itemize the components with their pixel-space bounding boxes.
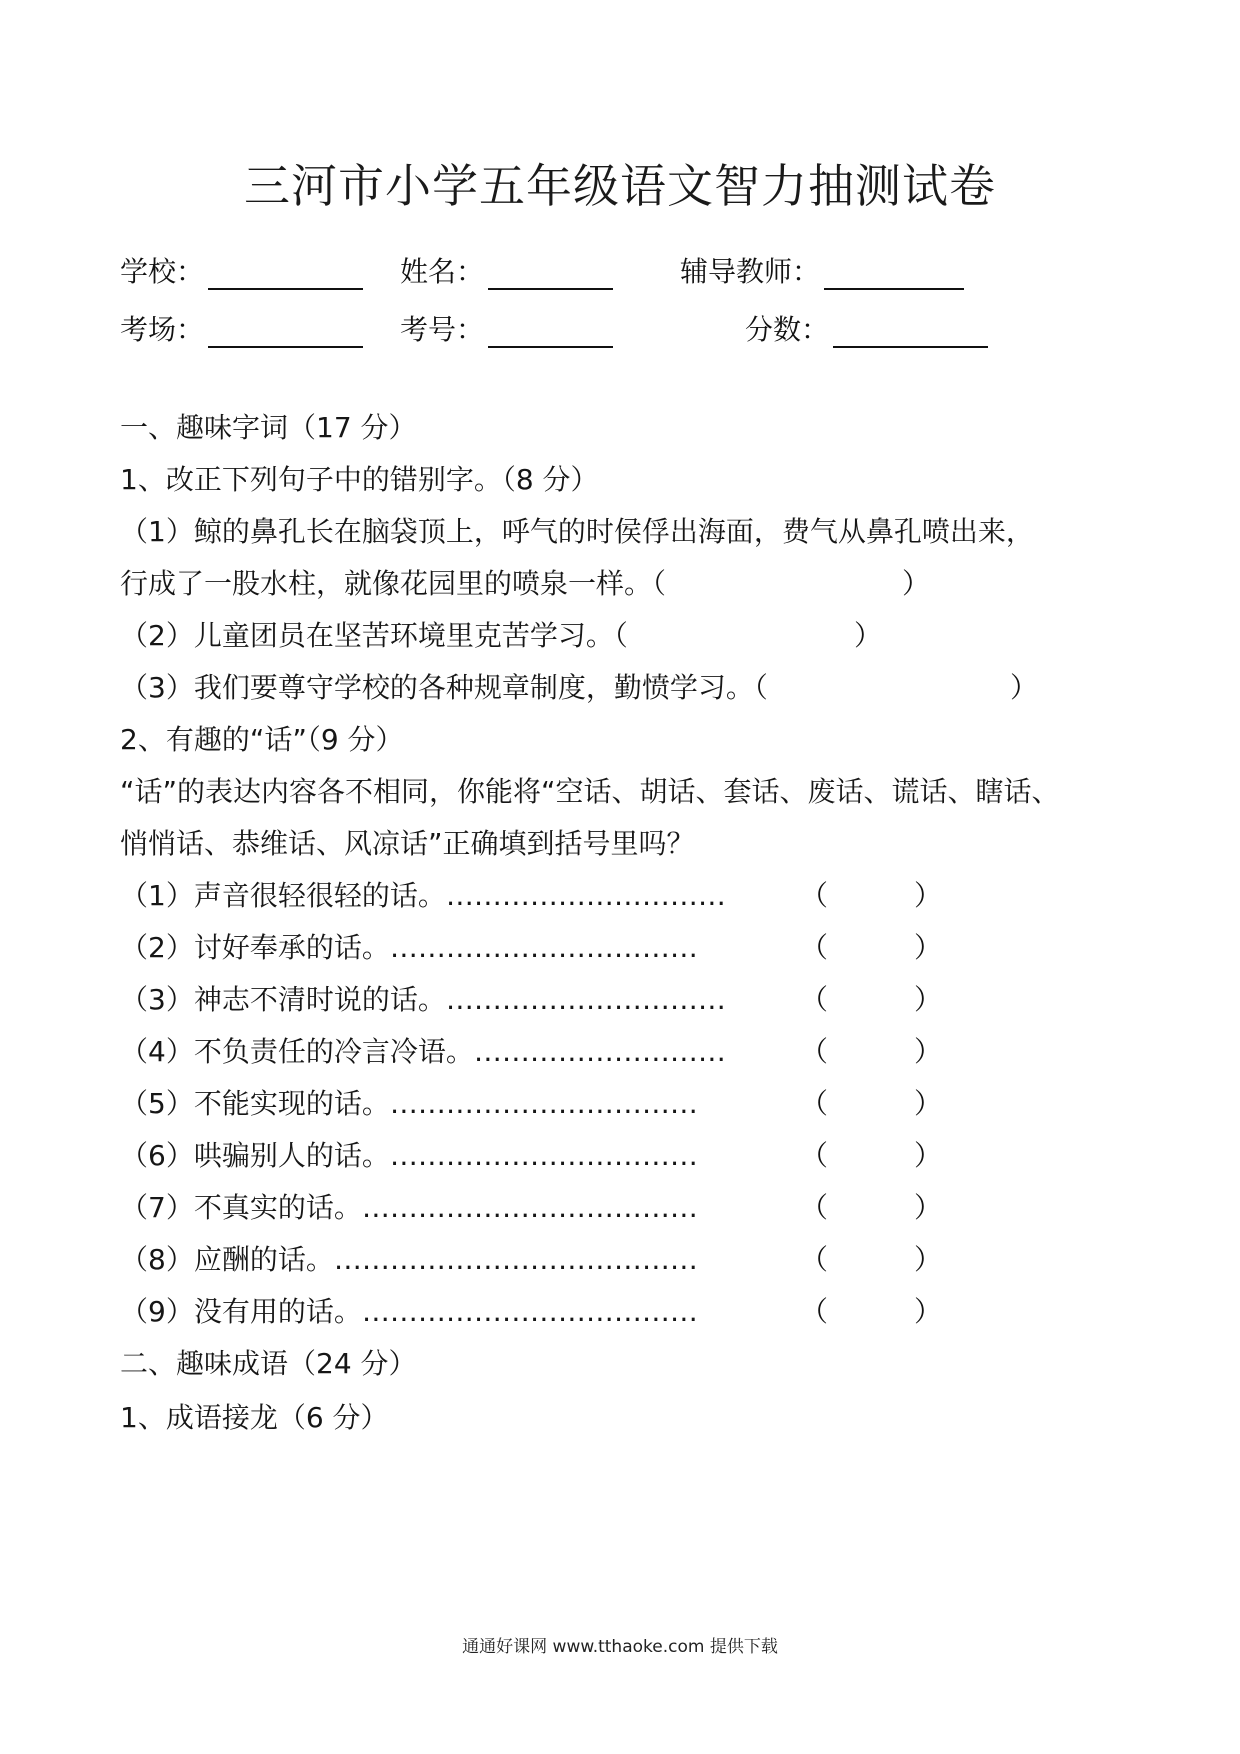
q2-item-answer-open: （ [800, 1243, 829, 1276]
exam-room-label: 考场： [120, 313, 205, 346]
q2-item [120, 1242, 698, 1278]
school-label: 学校： [120, 255, 205, 288]
q1-item-1-answer-close: ） [902, 567, 931, 600]
page-title: 三河市小学五年级语文智力抽测试卷 [244, 159, 996, 213]
q2-item-answer-open: （ [800, 1295, 829, 1328]
tutor-blank[interactable] [824, 258, 964, 290]
name-label: 姓名： [400, 255, 485, 288]
q2-intro-line-2: 悄悄话、恭维话、风凉话”正确填到括号里吗？ [120, 827, 695, 860]
q2-item [120, 1294, 698, 1330]
exam-no-field [400, 308, 613, 348]
q2-item-leader-dots: …………………………… [389, 931, 698, 964]
q2-item [120, 930, 698, 966]
q1-item-3: （3）我们要尊守学校的各种规章制度，勤愤学习。（ [120, 671, 768, 704]
q1-item-1-line-2: 行成了一股水柱，就像花园里的喷泉一样。（ [120, 567, 667, 600]
q1-item-1-line-1: （1）鲸的鼻孔长在脑袋顶上，呼气的时侯俘出海面，费气从鼻孔喷出来， [120, 515, 1034, 548]
q2-item [120, 1086, 698, 1122]
q2-item [120, 982, 726, 1018]
question-2-title: 2、有趣的“话”（9 分） [120, 723, 404, 756]
q2-item-text: （1）声音很轻很轻的话。 [120, 879, 446, 912]
q2-item-text: （5）不能实现的话。 [120, 1087, 390, 1120]
exam-room-field [120, 308, 363, 348]
q2-item-answer-open: （ [800, 931, 829, 964]
q2-intro-line-1: “话”的表达内容各不相同，你能将“空话、胡话、套话、废话、谎话、瞎话、 [120, 775, 1060, 808]
section-2-q1-title: 1、成语接龙（6 分） [120, 1401, 389, 1434]
q2-item [120, 878, 726, 914]
name-field [400, 250, 613, 290]
q2-item-answer-open: （ [800, 983, 829, 1016]
name-blank[interactable] [488, 258, 613, 290]
question-1-title: 1、改正下列句子中的错别字。（8 分） [120, 463, 599, 496]
q2-item-leader-dots: ……………………………… [361, 1295, 698, 1328]
q2-item-answer-open: （ [800, 879, 829, 912]
q2-item-answer-close: ） [914, 1243, 943, 1276]
q2-item-leader-dots: ……………………………… [361, 1191, 698, 1224]
q2-item-answer-close: ） [914, 931, 943, 964]
tutor-field [680, 250, 964, 290]
q2-item-leader-dots: ………………………… [445, 983, 726, 1016]
q2-item-answer-open: （ [800, 1191, 829, 1224]
q2-item-text: （2）讨好奉承的话。 [120, 931, 390, 964]
q2-item-leader-dots: …………………………… [389, 1087, 698, 1120]
q2-item-answer-close: ） [914, 1191, 943, 1224]
score-blank[interactable] [833, 316, 988, 348]
q1-item-2-answer-close: ） [854, 619, 883, 652]
tutor-label: 辅导教师： [680, 255, 821, 288]
q2-item-text: （7）不真实的话。 [120, 1191, 362, 1224]
q2-item-leader-dots: ……………………… [473, 1035, 726, 1068]
q2-item-answer-close: ） [914, 1139, 943, 1172]
score-field [745, 308, 988, 348]
q2-item-text: （6）哄骗别人的话。 [120, 1139, 390, 1172]
q2-item-leader-dots: ………………………… [445, 879, 726, 912]
page-footer: 通通好课网 www.tthaoke.com 提供下载 [462, 1637, 778, 1657]
q2-item-answer-open: （ [800, 1087, 829, 1120]
school-blank[interactable] [208, 258, 363, 290]
exam-no-label: 考号： [400, 313, 485, 346]
q2-item-text: （9）没有用的话。 [120, 1295, 362, 1328]
q2-item-leader-dots: …………………………… [389, 1139, 698, 1172]
q1-item-3-answer-close: ） [1010, 671, 1039, 704]
section-1-heading: 一、趣味字词（17 分） [120, 411, 417, 444]
score-label: 分数： [745, 313, 830, 346]
q2-item [120, 1034, 726, 1070]
q2-item [120, 1190, 698, 1226]
exam-no-blank[interactable] [488, 316, 613, 348]
q2-item-answer-close: ） [914, 1087, 943, 1120]
q2-item-answer-close: ） [914, 1035, 943, 1068]
q2-item-leader-dots: ………………………………… [333, 1243, 698, 1276]
q2-item-answer-close: ） [914, 879, 943, 912]
q1-item-2: （2）儿童团员在坚苦环境里克苦学习。（ [120, 619, 628, 652]
q2-item-text: （8）应酬的话。 [120, 1243, 334, 1276]
q2-item-answer-open: （ [800, 1139, 829, 1172]
section-2-heading: 二、趣味成语（24 分） [120, 1347, 417, 1380]
school-field [120, 250, 363, 290]
q2-item-text: （4）不负责任的冷言冷语。 [120, 1035, 474, 1068]
q2-item-text: （3）神志不清时说的话。 [120, 983, 446, 1016]
q2-item [120, 1138, 698, 1174]
exam-room-blank[interactable] [208, 316, 363, 348]
q2-item-answer-close: ） [914, 1295, 943, 1328]
q2-item-answer-close: ） [914, 983, 943, 1016]
q2-item-answer-open: （ [800, 1035, 829, 1068]
